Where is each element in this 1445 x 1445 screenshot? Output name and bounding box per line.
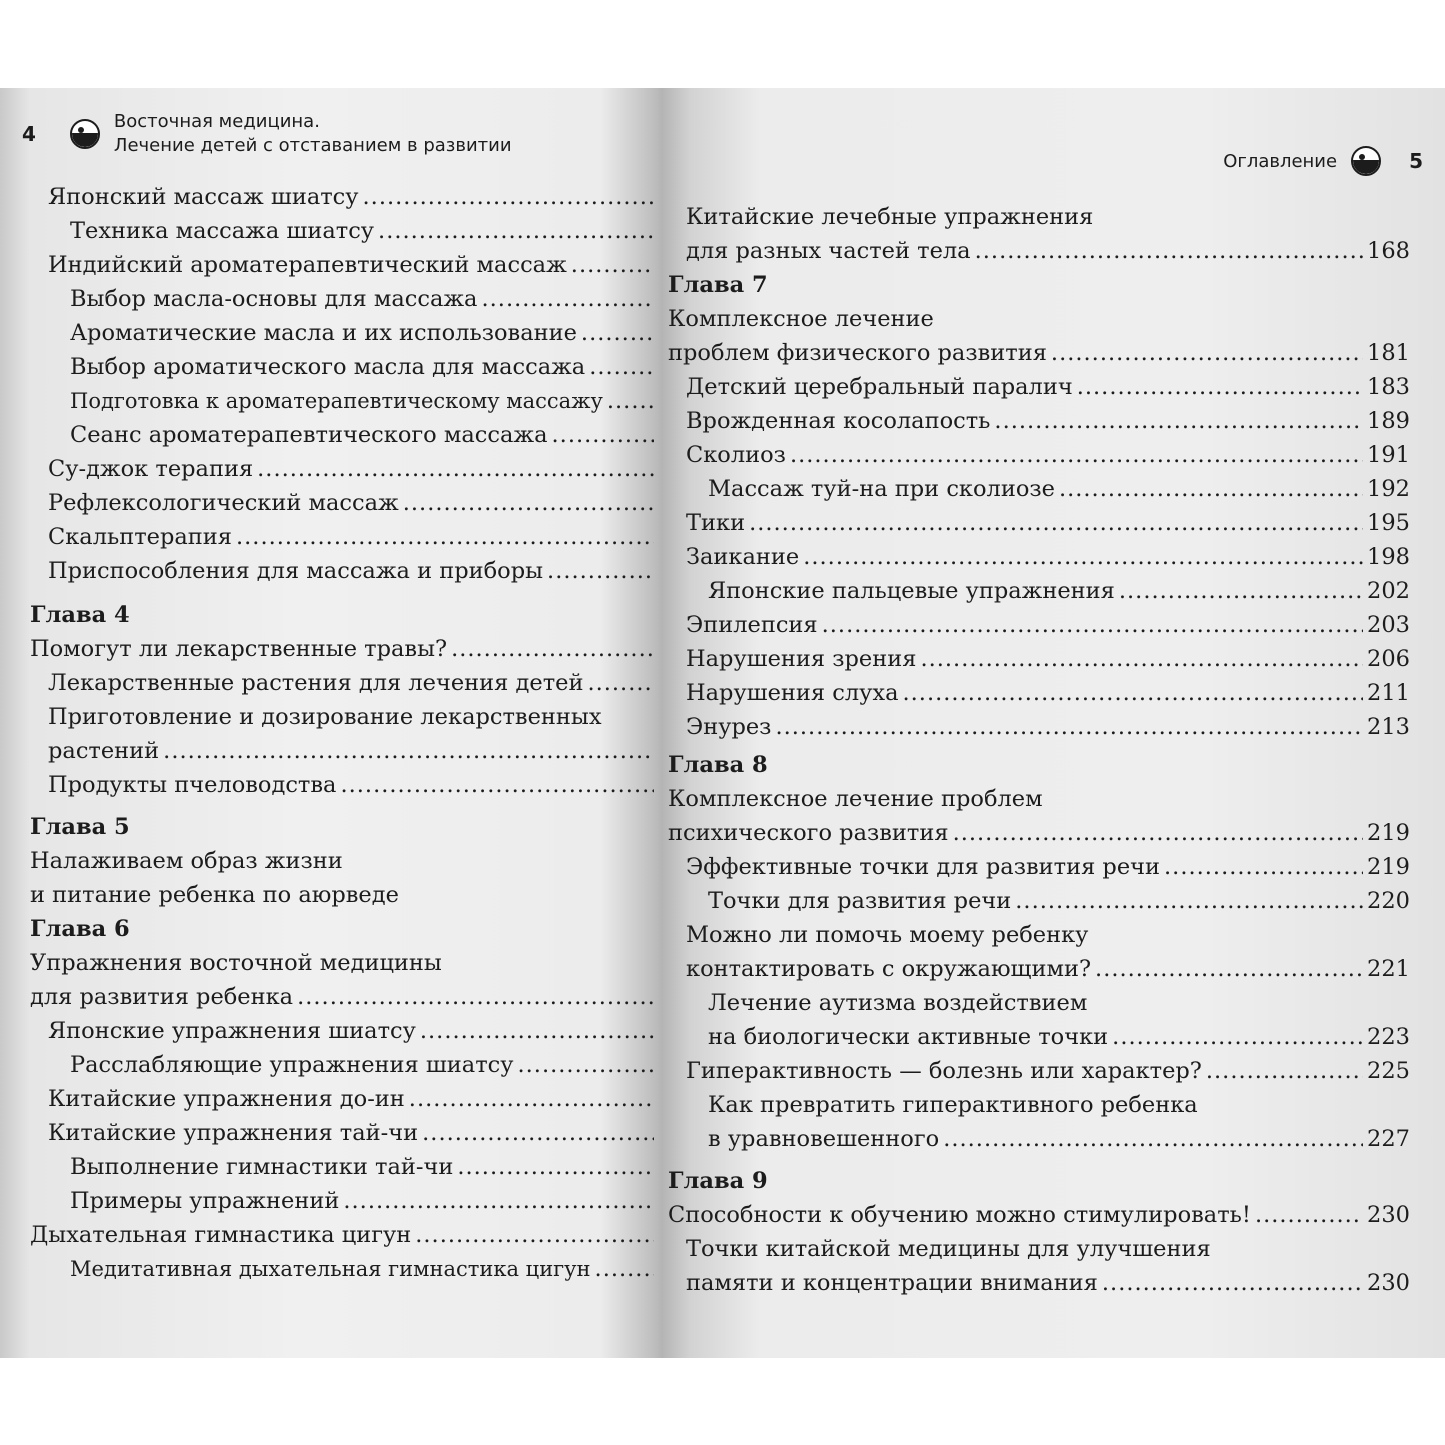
toc-entry: Продукты пчеловодства ..... (30, 768, 658, 802)
leader-dots (481, 282, 654, 316)
book-spread (0, 88, 1445, 1358)
toc-entry: Скальптерапия ..... (30, 520, 658, 554)
leader-dots (943, 1122, 1363, 1156)
toc-entry: Помогут ли лекарственные травы? ..... (30, 632, 658, 666)
leader-dots (420, 1014, 654, 1048)
leader-dots (378, 214, 654, 248)
page-number: 195 (1367, 510, 1410, 536)
leader-dots (775, 710, 1363, 744)
page-number: 219 (1367, 854, 1410, 880)
toc-entry: Дыхательная гимнастика цигун ..... (30, 1218, 658, 1252)
toc-entry: для развития ребенка ..... (30, 980, 658, 1014)
leader-dots (257, 452, 654, 486)
chapter-heading: Глава 5 (30, 814, 130, 840)
leader-dots (1255, 1198, 1363, 1232)
toc-entry-line: Китайские лечебные упражнения (686, 204, 1094, 230)
leader-dots (1015, 884, 1363, 918)
page-number: 202 (1367, 578, 1410, 604)
leader-dots (1102, 1266, 1363, 1300)
leader-dots (422, 1116, 654, 1150)
leader-dots (297, 980, 654, 1014)
leader-dots (749, 506, 1363, 540)
page-number: 223 (1367, 1024, 1410, 1050)
page-number: 230 (1367, 1202, 1410, 1228)
toc-entry: Медитативная дыхательная гимнастика цигун ..... (30, 1252, 658, 1286)
page-number: 221 (1367, 956, 1410, 982)
leader-dots (236, 520, 654, 554)
page-number: 192 (1367, 476, 1410, 502)
toc-entry: Выбор ароматического масла для массажа ..... (30, 350, 658, 384)
toc-entry: Энурез ..... 213 (668, 710, 1410, 744)
leader-dots (1051, 336, 1363, 370)
page-number: 189 (1367, 408, 1410, 434)
toc-entry: Приспособления для массажа и приборы ..... (30, 554, 658, 588)
leader-dots (1059, 472, 1363, 506)
toc-entry: Выполнение гимнастики тай-чи ..... (30, 1150, 658, 1184)
leader-dots (581, 316, 654, 350)
chapter-heading: Глава 8 (668, 752, 768, 778)
leader-dots (994, 404, 1363, 438)
toc-entry: Сеанс ароматерапевтического массажа ..... (30, 418, 658, 452)
leader-dots (163, 734, 654, 768)
toc-entry: Су-джок терапия ..... (30, 452, 658, 486)
toc-entry: для разных частей тела ..... 168 (668, 234, 1410, 268)
toc-entry: Примеры упражнений ..... (30, 1184, 658, 1218)
leader-dots (607, 384, 654, 418)
left-page-number: 4 (22, 122, 36, 146)
toc-entry: Эпилепсия ..... 203 (668, 608, 1410, 642)
toc-entry: Тики ..... 195 (668, 506, 1410, 540)
page-number: 181 (1367, 340, 1410, 366)
toc-entry: Способности к обучению можно стимулировать! ..... 230 (668, 1198, 1410, 1232)
leader-dots (920, 642, 1363, 676)
toc-entry: Точки для развития речи ..... 220 (668, 884, 1410, 918)
leader-dots (451, 632, 654, 666)
toc-entry: растений ..... (30, 734, 658, 768)
leader-dots (953, 816, 1363, 850)
toc-entry-line: Точки китайской медицины для улучшения (686, 1236, 1211, 1262)
toc-entry-line: Можно ли помочь моему ребенку (686, 922, 1089, 948)
running-title-line1: Восточная медицина. (113, 111, 320, 132)
toc-entry-line: и питание ребенка по аюрведе (30, 882, 399, 908)
right-toc (668, 200, 1410, 1300)
leader-dots (409, 1082, 654, 1116)
leader-dots (343, 1184, 654, 1218)
chapter-heading: Глава 7 (668, 272, 768, 298)
page-number: 219 (1367, 820, 1410, 846)
leader-dots (571, 248, 654, 282)
page-number: 213 (1367, 714, 1410, 740)
leader-dots (587, 666, 654, 700)
leader-dots (403, 486, 654, 520)
page-number: 198 (1367, 544, 1410, 570)
left-running-title (114, 110, 512, 158)
leader-dots (415, 1218, 654, 1252)
page-number: 227 (1367, 1126, 1410, 1152)
toc-entry: памяти и концентрации внимания ..... 230 (668, 1266, 1410, 1300)
toc-entry-line: Комплексное лечение проблем (668, 786, 1043, 812)
page-number: 225 (1367, 1058, 1410, 1084)
toc-entry: Подготовка к ароматерапевтическому массажу ..... (30, 384, 658, 418)
toc-entry-line: Налаживаем образ жизни (30, 848, 343, 874)
toc-entry: Китайские упражнения до-ин ..... (30, 1082, 658, 1116)
left-page-header (22, 110, 512, 158)
right-page-header (1223, 146, 1423, 176)
left-page (0, 88, 660, 1358)
running-title-line2: Лечение детей с отставанием в развитии (113, 135, 512, 156)
page-number: 220 (1367, 888, 1410, 914)
leader-dots (363, 180, 654, 214)
page-number: 168 (1367, 238, 1410, 264)
toc-entry: Расслабляющие упражнения шиатсу ..... (30, 1048, 658, 1082)
chapter-heading: Глава 6 (30, 916, 130, 942)
leader-dots (822, 608, 1363, 642)
leader-dots (595, 1252, 654, 1286)
yin-yang-icon (1351, 146, 1381, 176)
toc-entry: Нарушения слуха ..... 211 (668, 676, 1410, 710)
leader-dots (518, 1048, 655, 1082)
toc-entry: Эффективные точки для развития речи ..... 219 (668, 850, 1410, 884)
toc-entry: Техника массажа шиатсу ..... (30, 214, 658, 248)
toc-entry: психического развития ..... 219 (668, 816, 1410, 850)
right-page (660, 88, 1445, 1358)
page-number: 211 (1367, 680, 1410, 706)
toc-entry: Японские пальцевые упражнения ..... 202 (668, 574, 1410, 608)
page-number: 206 (1367, 646, 1410, 672)
toc-entry: Выбор масла-основы для массажа ..... (30, 282, 658, 316)
toc-entry: Врожденная косолапость ..... 189 (668, 404, 1410, 438)
toc-entry: Сколиоз ..... 191 (668, 438, 1410, 472)
right-running-title: Оглавление (1223, 150, 1338, 172)
leader-dots (1112, 1020, 1363, 1054)
toc-entry-line: Упражнения восточной медицины (30, 950, 442, 976)
leader-dots (552, 418, 654, 452)
right-page-number: 5 (1409, 149, 1423, 173)
left-toc (30, 180, 658, 1286)
yin-yang-icon (70, 119, 100, 149)
toc-entry-line: Комплексное лечение (668, 306, 934, 332)
chapter-heading: Глава 4 (30, 602, 130, 628)
toc-entry: Детский церебральный паралич ..... 183 (668, 370, 1410, 404)
page-number: 183 (1367, 374, 1410, 400)
leader-dots (1119, 574, 1363, 608)
toc-entry: контактировать с окружающими? ..... 221 (668, 952, 1410, 986)
toc-entry: проблем физического развития ..... 181 (668, 336, 1410, 370)
toc-entry: Заикание ..... 198 (668, 540, 1410, 574)
leader-dots (975, 234, 1363, 268)
toc-entry-line: Приготовление и дозирование лекарственных (48, 704, 602, 730)
leader-dots (589, 350, 654, 384)
toc-entry-line: Как превратить гиперактивного ребенка (708, 1092, 1198, 1118)
toc-entry-line: Лечение аутизма воздействием (708, 990, 1088, 1016)
leader-dots (903, 676, 1364, 710)
page-number: 203 (1367, 612, 1410, 638)
leader-dots (1095, 952, 1363, 986)
page-number: 191 (1367, 442, 1410, 468)
leader-dots (790, 438, 1363, 472)
leader-dots (803, 540, 1363, 574)
page-number: 230 (1367, 1270, 1410, 1296)
leader-dots (1206, 1054, 1363, 1088)
leader-dots (457, 1150, 654, 1184)
toc-entry: Массаж туй-на при сколиозе ..... 192 (668, 472, 1410, 506)
toc-entry: Японские упражнения шиатсу ..... (30, 1014, 658, 1048)
toc-entry: Нарушения зрения ..... 206 (668, 642, 1410, 676)
toc-entry: на биологически активные точки ..... 223 (668, 1020, 1410, 1054)
leader-dots (1077, 370, 1363, 404)
toc-entry: Рефлексологический массаж ..... (30, 486, 658, 520)
leader-dots (340, 768, 654, 802)
toc-entry: Индийский ароматерапевтический массаж ..... (30, 248, 658, 282)
toc-entry: Ароматические масла и их использование ..... (30, 316, 658, 350)
toc-entry: Японский массаж шиатсу ..... (30, 180, 658, 214)
toc-entry: в уравновешенного ..... 227 (668, 1122, 1410, 1156)
chapter-heading: Глава 9 (668, 1168, 768, 1194)
leader-dots (547, 554, 654, 588)
toc-entry: Лекарственные растения для лечения детей ..... (30, 666, 658, 700)
toc-entry: Китайские упражнения тай-чи ..... (30, 1116, 658, 1150)
leader-dots (1164, 850, 1363, 884)
toc-entry: Гиперактивность — болезнь или характер? ..... 225 (668, 1054, 1410, 1088)
